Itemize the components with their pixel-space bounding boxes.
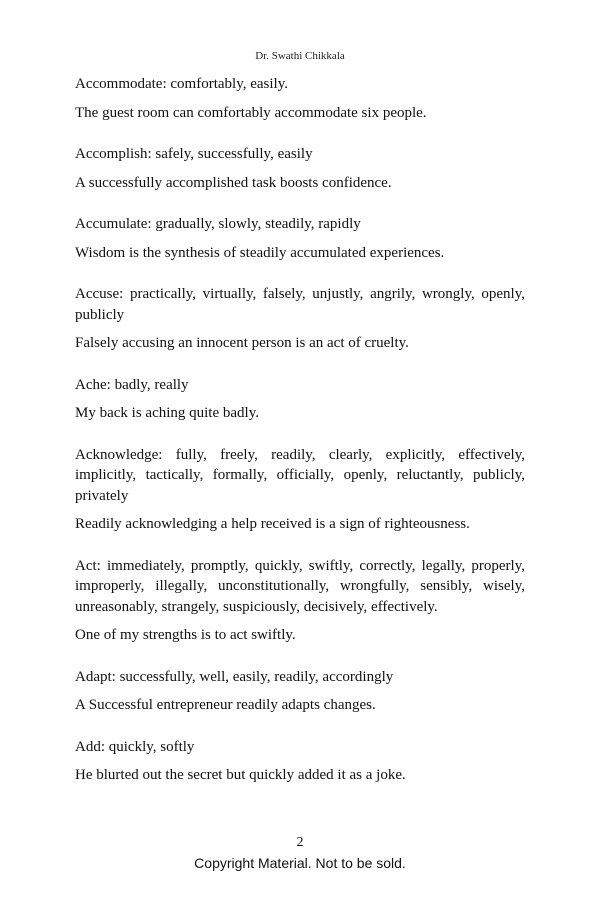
- entry-headword: Accuse: practically, virtually, falsely, unjustly, angrily, wrongly, openly, publicly: [75, 286, 525, 323]
- entry-example: The guest room can comfortably accommodate six people.: [75, 104, 427, 121]
- entry-headword: Act: immediately, promptly, quickly, swiftly, correctly, legally, properly, improperly, illegally, unconstitutionally, wrongfully, sensibly, wisely, unreasonably, strangely, suspiciously, decisively, effectively.: [75, 557, 525, 615]
- entry-headword: Adapt: successfully, well, easily, readily, accordingly: [75, 668, 394, 685]
- entry-adapt: [75, 667, 525, 716]
- entry-example: Falsely accusing an innocent person is an act of cruelty.: [75, 335, 409, 351]
- entry-ache: [75, 375, 525, 424]
- entry-example: Readily acknowledging a help received is a sign of righteousness.: [75, 516, 470, 532]
- entry-example: One of my strengths is to act swiftly.: [75, 627, 296, 643]
- entry-accomplish: [75, 144, 525, 193]
- page-number: 2: [296, 835, 304, 850]
- entry-acknowledge: [75, 445, 525, 535]
- entry-act: [75, 556, 525, 646]
- entry-example: A successfully accomplished task boosts confidence.: [75, 174, 392, 191]
- entry-add: [75, 737, 525, 786]
- entry-headword: Accumulate: gradually, slowly, steadily, rapidly: [75, 216, 361, 232]
- entry-example: My back is aching quite badly.: [75, 405, 259, 421]
- entry-headword: Add: quickly, softly: [75, 738, 195, 755]
- collocation-list: [75, 74, 525, 807]
- entry-headword: Accommodate: comfortably, easily.: [75, 76, 288, 92]
- entry-accuse: [75, 284, 525, 354]
- entry-example: Wisdom is the synthesis of steadily accumulated experiences.: [75, 244, 445, 261]
- entry-headword: Ache: badly, really: [75, 376, 189, 393]
- copyright-notice: Copyright Material. Not to be sold.: [194, 855, 406, 871]
- entry-example: He blurted out the secret but quickly added it as a joke.: [75, 767, 406, 783]
- entry-headword: Accomplish: safely, successfully, easily: [75, 146, 313, 162]
- entry-headword: Acknowledge: fully, freely, readily, clearly, explicitly, effectively, implicitly, tactically, formally, officially, openly, reluctantly, publicly, privately: [75, 446, 525, 504]
- entry-example: A Successful entrepreneur readily adapts changes.: [75, 697, 376, 713]
- entry-accumulate: [75, 214, 525, 263]
- running-head-author: Dr. Swathi Chikkala: [255, 50, 345, 62]
- entry-accommodate: [75, 74, 525, 123]
